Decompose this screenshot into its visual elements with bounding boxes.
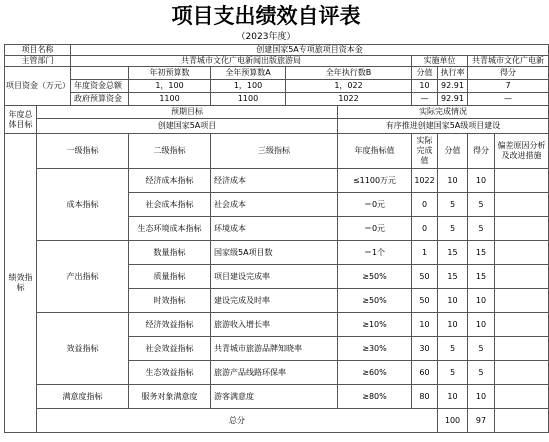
indicator-actual: 30 (412, 337, 438, 361)
dept-label: 主管部门 (5, 56, 71, 67)
indicator-score: 5 (468, 193, 495, 217)
indicator-actual: 50 (412, 289, 438, 313)
level1-benefit: 效益指标 (37, 313, 129, 385)
indicator-score: 10 (468, 289, 495, 313)
indicator-weight: 15 (438, 241, 468, 265)
indicator-level3: 共青城市旅游品牌知晓率 (211, 337, 338, 361)
indicator-actual: 80 (412, 385, 438, 409)
indicator-actual: 50 (412, 265, 438, 289)
indicator-level3: 国家级5A项目数 (211, 241, 338, 265)
funds-rate: 92.91 (438, 93, 468, 106)
indicator-weight: 5 (438, 361, 468, 385)
indicator-level3: 旅游产品线路环保率 (211, 361, 338, 385)
indicator-deviation (495, 361, 549, 385)
funds-score: 7 (468, 80, 549, 93)
funds-executed: 1，022 (286, 80, 412, 93)
indicator-score: 15 (468, 265, 495, 289)
indicator-level3: 经济成本 (211, 169, 338, 193)
indicator-level2: 质量指标 (129, 265, 211, 289)
indicator-header-actual: 实际完成值 (412, 134, 438, 169)
indicator-deviation (495, 289, 549, 313)
funds-header-score-value: 分值 (412, 67, 438, 80)
funds-score-value: 10 (412, 80, 438, 93)
indicator-deviation (495, 313, 549, 337)
indicator-actual: 0 (412, 217, 438, 241)
indicator-header-weight: 分值 (438, 134, 468, 169)
indicator-weight: 10 (438, 289, 468, 313)
indicator-target: ＝0元 (338, 217, 412, 241)
indicator-level2: 时效指标 (129, 289, 211, 313)
funds-header-annual: 全年预算数A (211, 67, 286, 80)
funds-row-label: 年度资金总额 (71, 80, 129, 93)
indicator-header-level1: 一级指标 (37, 134, 129, 169)
indicator-weight: 10 (438, 313, 468, 337)
indicator-actual: 0 (412, 193, 438, 217)
funds-initial: 1100 (129, 93, 211, 106)
indicator-target: ≥60% (338, 361, 412, 385)
goal-actual-header: 实际完成情况 (338, 106, 549, 119)
indicator-level2: 生态效益指标 (129, 361, 211, 385)
indicator-deviation (495, 241, 549, 265)
indicator-target: ＝0元 (338, 193, 412, 217)
indicator-target: ≥50% (338, 265, 412, 289)
indicator-actual: 1022 (412, 169, 438, 193)
funds-rate: 92.91 (438, 80, 468, 93)
indicator-weight: 15 (438, 265, 468, 289)
indicator-level2: 数量指标 (129, 241, 211, 265)
total-label: 总分 (37, 409, 438, 433)
indicator-weight: 5 (438, 337, 468, 361)
impl-label: 实施单位 (412, 56, 468, 67)
indicator-deviation (495, 337, 549, 361)
funds-score-value: — (412, 93, 438, 106)
indicator-score: 10 (468, 169, 495, 193)
funds-label: 项目资金（万元） (5, 67, 71, 106)
indicator-level2: 生态环境成本指标 (129, 217, 211, 241)
indicator-level3: 旅游收入增长率 (211, 313, 338, 337)
page-title: 项目支出绩效自评表 (171, 3, 361, 28)
indicator-target: ＝1个 (338, 241, 412, 265)
goal-expected-header: 预期目标 (37, 106, 338, 119)
goal-expected: 创建国家5A项目 (37, 119, 338, 134)
funds-score: — (468, 93, 549, 106)
indicator-deviation (495, 169, 549, 193)
indicator-deviation (495, 217, 549, 241)
level1-output: 产出指标 (37, 241, 129, 313)
funds-header-score: 得分 (468, 67, 549, 80)
indicator-level2: 经济效益指标 (129, 313, 211, 337)
indicator-level2: 社会成本指标 (129, 193, 211, 217)
indicator-weight: 5 (438, 217, 468, 241)
indicator-header-target: 年度指标值 (338, 134, 412, 169)
project-name-label: 项目名称 (5, 45, 71, 56)
level1-cost: 成本指标 (37, 169, 129, 241)
indicator-level3: 游客满意度 (211, 385, 338, 409)
goal-actual: 有序推进创建国家5A级项目建设 (338, 119, 549, 134)
funds-row-label: 政府预算资金 (71, 93, 129, 106)
indicator-weight: 10 (438, 385, 468, 409)
indicator-score: 5 (468, 217, 495, 241)
dept-value: 共青城市文化广电新闻出版旅游局 (71, 56, 412, 67)
goal-label: 年度总体目标 (5, 106, 37, 134)
indicator-level2: 经济成本指标 (129, 169, 211, 193)
indicator-target: ≥10% (338, 313, 412, 337)
indicator-score: 10 (468, 385, 495, 409)
funds-header-executed: 全年执行数B (286, 67, 412, 80)
indicator-target: ≥80% (338, 385, 412, 409)
indicator-header-deviation: 偏差原因分析及改进措施 (495, 134, 549, 169)
indicator-target: ≥30% (338, 337, 412, 361)
total-weight: 100 (438, 409, 468, 433)
impl-value: 共青城市文化广电新 (468, 56, 549, 67)
indicator-actual: 10 (412, 313, 438, 337)
funds-header-rate: 执行率 (438, 67, 468, 80)
indicator-level2: 服务对象满意度 (129, 385, 211, 409)
indicator-score: 10 (468, 313, 495, 337)
indicator-score: 5 (468, 337, 495, 361)
funds-annual: 1，100 (211, 80, 286, 93)
indicator-weight: 5 (438, 193, 468, 217)
indicator-header-level3: 三级指标 (211, 134, 338, 169)
indicator-actual: 1 (412, 241, 438, 265)
fiscal-year: （2023年度） (236, 32, 296, 42)
indicator-weight: 10 (438, 169, 468, 193)
indicator-actual: 60 (412, 361, 438, 385)
perf-label: 绩效指标 (5, 134, 37, 433)
indicator-score: 5 (468, 361, 495, 385)
project-name-value: 创建国家5A专项旅项目资本金 (71, 45, 549, 56)
indicator-target: ≥50% (338, 289, 412, 313)
indicator-deviation (495, 265, 549, 289)
funds-initial: 1，100 (129, 80, 211, 93)
indicator-target: ≤1100万元 (338, 169, 412, 193)
indicator-score: 15 (468, 241, 495, 265)
funds-executed: 1022 (286, 93, 412, 106)
indicator-header-score: 得分 (468, 134, 495, 169)
level1-satisfaction: 满意度指标 (37, 385, 129, 409)
total-remarks (495, 409, 549, 433)
indicator-header-level2: 二级指标 (129, 134, 211, 169)
funds-annual: 1100 (211, 93, 286, 106)
evaluation-table (4, 44, 549, 433)
indicator-deviation (495, 385, 549, 409)
indicator-level2: 社会效益指标 (129, 337, 211, 361)
funds-header-initial: 年初预算数 (129, 67, 211, 80)
indicator-deviation (495, 193, 549, 217)
indicator-level3: 社会成本 (211, 193, 338, 217)
indicator-level3: 项目建设完成率 (211, 265, 338, 289)
indicator-level3: 建设完成及时率 (211, 289, 338, 313)
total-score: 97 (468, 409, 495, 433)
indicator-level3: 环境成本 (211, 217, 338, 241)
